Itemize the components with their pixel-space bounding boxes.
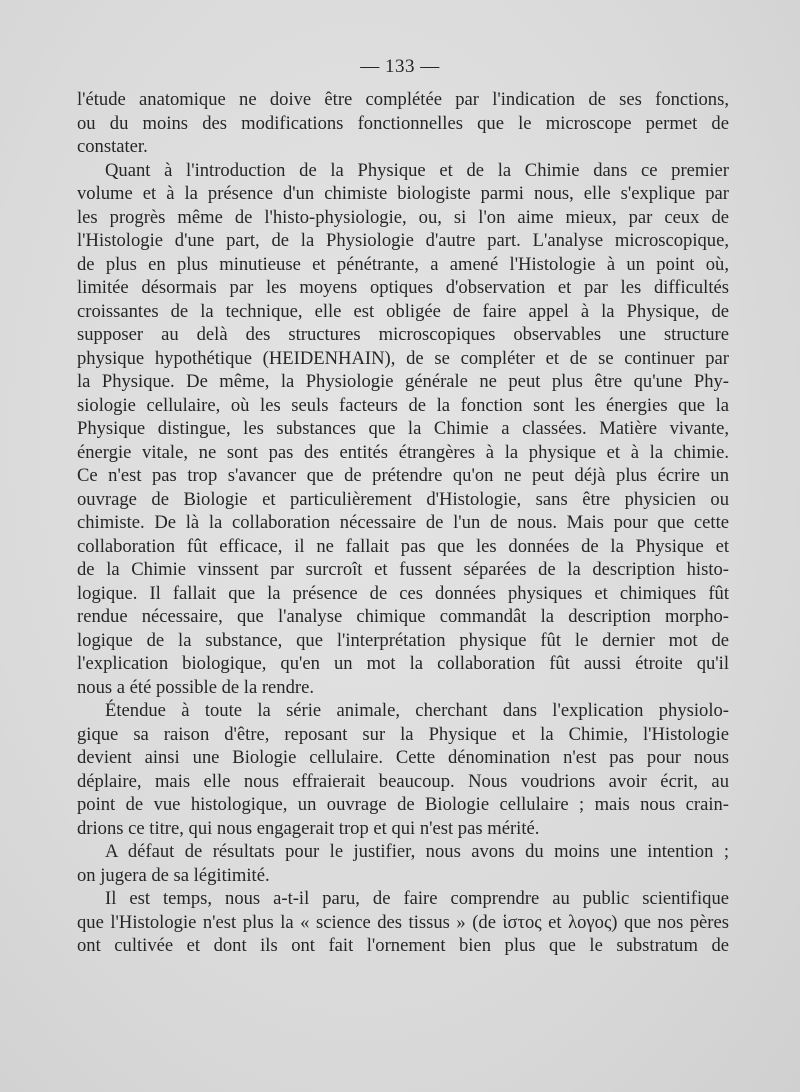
text-line: limitée désormais par les moyens optiques d'observation et par les difficultés (77, 277, 729, 298)
text-line: chimiste. De là la collaboration nécessaire de l'un de nous. Mais pour que cette (77, 512, 729, 533)
text-line: ou du moins des modifications fonctionnelles que le microscope permet de (77, 112, 729, 134)
text-line: supposer au delà des structures microscopiques observables une structure (77, 324, 729, 345)
text-line: volume et à la présence d'un chimiste biologiste parmi nous, elle s'explique par (77, 183, 729, 204)
text-line: de la Chimie vinssent par surcroît et fussent séparées de la description histo- (77, 559, 729, 580)
text-line: nous a été possible de la rendre. (77, 676, 314, 698)
text-line: l'Histologie d'une part, de la Physiologie d'autre part. L'analyse microscopique, (77, 230, 729, 251)
page-number: — 133 — (360, 56, 440, 77)
text-line: de plus en plus minutieuse et pénétrante, a amené l'Histologie à un point où, (77, 253, 729, 275)
text-line: ont cultivée et dont ils ont fait l'ornement bien plus que le substratum de (77, 935, 729, 956)
text-line: devient ainsi une Biologie cellulaire. Cette dénomination n'est pas pour nous (77, 747, 729, 768)
text-line: Il est temps, nous a-t-il paru, de faire comprendre au public scientifique (105, 888, 729, 909)
text-line: que l'Histologie n'est plus la « science des tissus » (de ἱστος et λογος) que nos pères (77, 911, 729, 933)
text-line: Physique distingue, les substances que la Chimie a classées. Matière vivante, (77, 418, 729, 439)
text-line: drions ce titre, qui nous engagerait trop et qui n'est pas mérité. (77, 817, 540, 839)
text-line: siologie cellulaire, où les seuls facteurs de la fonction sont les énergies que la (77, 394, 729, 416)
text-line: l'explication biologique, qu'en un mot la collaboration fût aussi étroite qu'il (77, 653, 729, 674)
text-line: ouvrage de Biologie et particulièrement d'Histologie, sans être physicien ou (77, 488, 729, 510)
body-text (77, 88, 729, 958)
text-line: collaboration fût efficace, il ne fallait pas que les données de la Physique et (77, 535, 729, 557)
text-line: Ce n'est pas trop s'avancer que de prétendre qu'on ne peut déjà plus écrire un (77, 465, 729, 486)
text-line: on jugera de sa légitimité. (77, 864, 270, 886)
text-line: l'étude anatomique ne doive être complétée par l'indication de ses fonctions, (77, 89, 729, 110)
text-line: gique sa raison d'être, reposant sur la Physique et la Chimie, l'Histologie (77, 723, 729, 745)
text-line: déplaire, mais elle nous effraierait beaucoup. Nous voudrions avoir écrit, au (77, 770, 729, 792)
text-line: Étendue à toute la série animale, cherchant dans l'explication physiolo- (105, 700, 729, 721)
text-line: croissantes de la technique, elle est obligée de faire appel à la Physique, de (77, 300, 729, 322)
text-line: rendue nécessaire, que l'analyse chimique commandât la description morpho- (77, 606, 729, 627)
text-line: les progrès même de l'histo-physiologie, ou, si l'on aime mieux, par ceux de (77, 206, 729, 228)
text-line: la Physique. De même, la Physiologie générale ne peut plus être qu'une Phy- (77, 371, 729, 392)
text-line: Quant à l'introduction de la Physique et de la Chimie dans ce premier (105, 159, 729, 181)
text-line: énergie vitale, ne sont pas des entités étrangères à la physique et à la chimie. (77, 441, 729, 463)
text-line: logique. Il fallait que la présence de ces données physiques et chimiques fût (77, 582, 729, 604)
text-line: A défaut de résultats pour le justifier, nous avons du moins une intention ; (105, 841, 729, 862)
text-line: logique de la substance, que l'interprétation physique fût le dernier mot de (77, 629, 729, 651)
text-line: physique hypothétique (HEIDENHAIN), de se compléter et de se continuer par (77, 347, 729, 369)
text-line: point de vue histologique, un ouvrage de Biologie cellulaire ; mais nous crain- (77, 794, 729, 815)
text-line: constater. (77, 136, 148, 157)
